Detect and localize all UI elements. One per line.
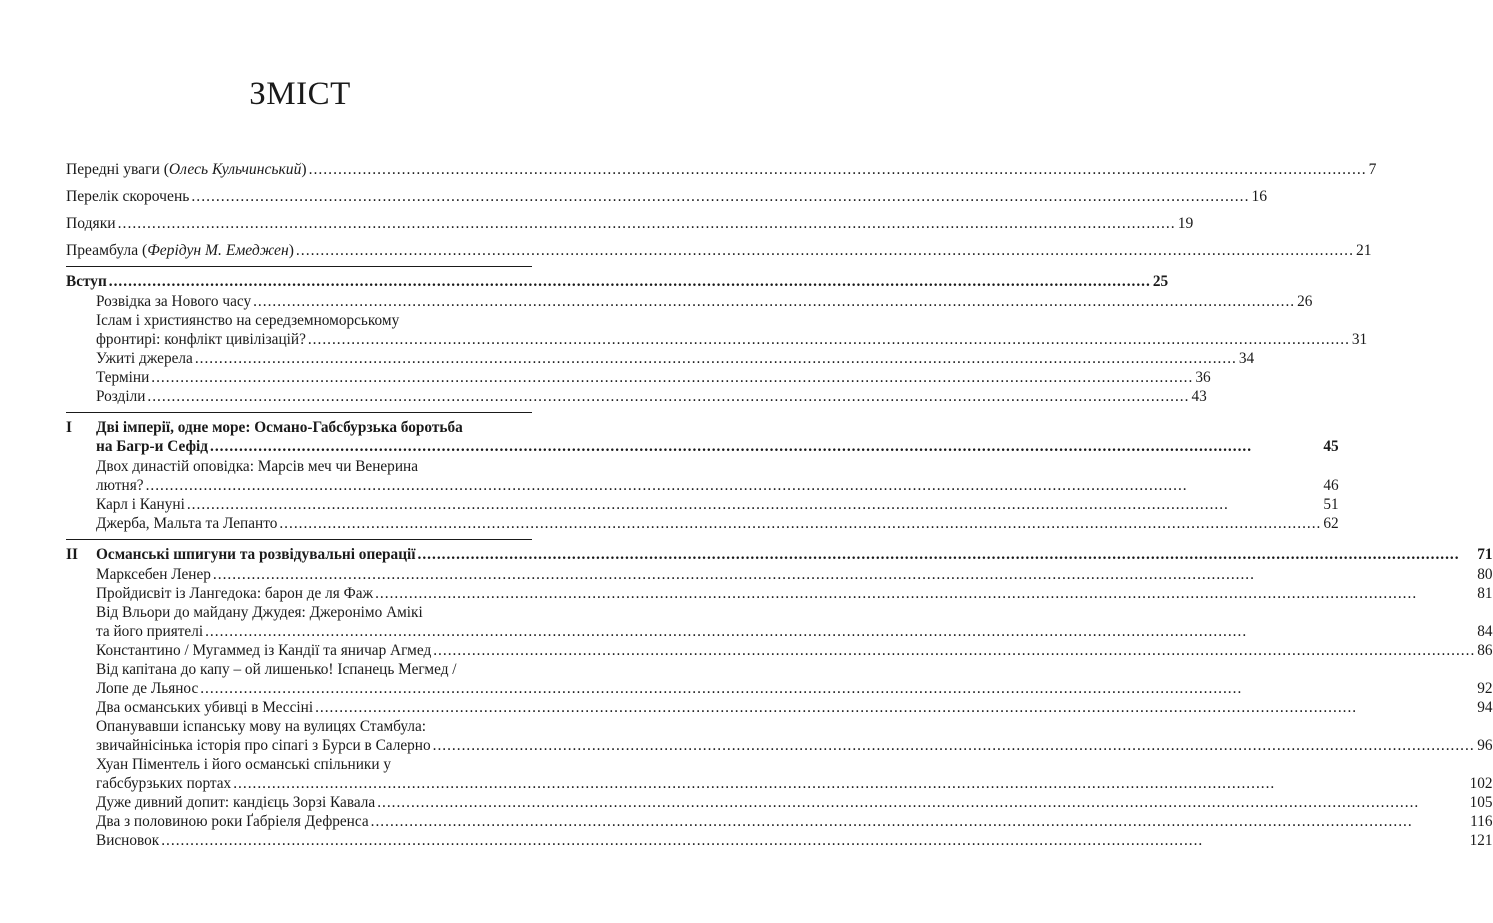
front-matter [66, 160, 1377, 260]
toc-subentry-line: Хуан Піментель і його османські спільники у [96, 756, 392, 773]
toc-subentry[interactable] [96, 698, 1493, 717]
toc-subentry[interactable] [96, 387, 1207, 406]
dot-leader [161, 831, 1467, 850]
toc-part-heading-last [96, 545, 1493, 564]
toc-page-number: 34 [1238, 350, 1255, 367]
toc-subentry[interactable] [96, 565, 1493, 584]
toc-page-number: 25 [1152, 273, 1169, 290]
toc-page-number: 96 [1477, 737, 1493, 754]
toc-subentries [96, 565, 1493, 850]
dot-leader [375, 584, 1475, 603]
toc-subentries [96, 457, 1339, 533]
toc-section-heading[interactable] [66, 272, 1169, 291]
toc-page-number: 7 [1368, 161, 1377, 178]
toc-part-heading[interactable] [96, 545, 1493, 564]
toc-page-number: 84 [1477, 623, 1493, 640]
toc-entry-title: Терміни [96, 369, 150, 386]
toc-page-number: 80 [1477, 566, 1493, 583]
toc-subentry[interactable] [96, 368, 1211, 387]
dot-leader [146, 476, 1322, 495]
toc-subentry[interactable] [96, 812, 1493, 831]
dot-leader [187, 495, 1322, 514]
toc-subentry[interactable] [96, 584, 1493, 603]
toc-page-number: 43 [1191, 388, 1207, 405]
dot-leader [418, 545, 1476, 564]
toc-entry-author: Ферідун М. Емеджен [147, 242, 289, 259]
dot-leader [433, 641, 1475, 660]
toc-entry-title: Марксебен Ленер [96, 566, 211, 583]
toc-entry-title: Передні уваги (Олесь Кульчинський) [66, 161, 307, 178]
dot-leader [433, 736, 1476, 755]
toc-subentry[interactable] [96, 793, 1493, 812]
table-of-contents [66, 160, 1493, 853]
page-title: ЗМІСТ [249, 76, 351, 112]
dot-leader [205, 622, 1475, 641]
dot-leader [195, 349, 1237, 368]
toc-entry-title: Османські шпигуни та розвідувальні операції [96, 546, 416, 563]
part-number: I [66, 419, 72, 436]
toc-entry-title: Преамбула (Ферідун М. Емеджен) [66, 242, 294, 259]
dot-leader [253, 292, 1295, 311]
toc-subentry[interactable] [96, 349, 1255, 368]
toc-subentry[interactable] [96, 641, 1493, 660]
toc-part-heading[interactable] [96, 418, 1339, 456]
toc-page-number: 81 [1477, 585, 1493, 602]
toc-entry[interactable] [66, 187, 1268, 206]
toc-entry-title: Подяки [66, 215, 116, 232]
toc-entry-author: Олесь Кульчинський [168, 161, 302, 178]
toc-page-number: 19 [1177, 215, 1194, 232]
toc-subentry[interactable] [96, 774, 1493, 793]
toc-subentry-line: Двох династій оповідка: Марсів меч чи Венерина [96, 458, 418, 475]
toc-subentry-line: Від Вльори до майдану Джудея: Джеронімо Амікі [96, 604, 423, 621]
toc-subentry[interactable] [96, 330, 1368, 349]
dot-leader [296, 241, 1354, 260]
toc-part-heading-last [96, 437, 1339, 456]
dot-leader [377, 793, 1467, 812]
toc-subentry-line: Від капітана до капу – ой лишенько! Іспанець Мегмед / [96, 661, 457, 678]
toc-subentry-line: Опанувавши іспанську мову на вулицях Стамбула: [96, 718, 427, 735]
toc-entry-title: Константино / Мугаммед із Кандії та яничар Агмед [96, 642, 432, 659]
toc-page-number: 86 [1477, 642, 1493, 659]
dot-leader [213, 565, 1475, 584]
toc-subentry[interactable] [96, 679, 1493, 698]
toc-section-intro [66, 266, 1368, 409]
toc-entry-title: Розвідка за Нового часу [96, 293, 252, 310]
toc-entry-title: лютня? [96, 477, 144, 494]
toc-subentry[interactable] [96, 831, 1493, 850]
dot-leader [147, 387, 1189, 406]
dot-leader [210, 437, 1321, 456]
part-number: II [66, 546, 78, 563]
toc-part-heading-line: Дві імперії, одне море: Османо-Габсбурзька боротьба [96, 419, 463, 436]
toc-entry-title: габсбурзьких портах [96, 775, 232, 792]
toc-subentries [96, 292, 1368, 406]
toc-entry-title: Вступ [66, 273, 107, 290]
toc-subentry[interactable] [96, 495, 1339, 514]
toc-part-2 [66, 539, 1493, 853]
toc-subentry[interactable] [96, 514, 1339, 533]
toc-entry-title: Лопе де Льянос [96, 680, 199, 697]
dot-leader [315, 698, 1475, 717]
toc-page-number: 71 [1477, 546, 1493, 563]
toc-entry-title: Джерба, Мальта та Лепанто [96, 515, 278, 532]
dot-leader [109, 272, 1151, 291]
toc-entry-title: Пройдисвіт із Лангедока: барон де ля Фаж [96, 585, 374, 602]
toc-entry[interactable] [66, 160, 1377, 179]
toc-page-number: 26 [1297, 293, 1313, 310]
toc-page-number: 16 [1251, 188, 1268, 205]
dot-leader [309, 160, 1367, 179]
toc-page-number: 105 [1469, 794, 1493, 811]
dot-leader [118, 214, 1176, 233]
toc-entry-title: Висновок [96, 832, 160, 849]
toc-entry-title: та його приятелі [96, 623, 204, 640]
toc-entry-title: фронтирі: конфлікт цивілізацій? [96, 331, 306, 348]
dot-leader [200, 679, 1475, 698]
dot-leader [308, 330, 1350, 349]
toc-page-number: 21 [1355, 242, 1372, 259]
toc-entry[interactable] [66, 241, 1372, 260]
toc-entry[interactable] [66, 214, 1194, 233]
toc-entry-title: на Багр-и Сефід [96, 438, 209, 455]
toc-page-number: 36 [1195, 369, 1211, 386]
toc-page-number: 46 [1323, 477, 1339, 494]
dot-leader [191, 187, 1249, 206]
toc-page-number: 121 [1469, 832, 1493, 849]
dot-leader [233, 774, 1467, 793]
toc-subentry[interactable] [96, 736, 1493, 755]
dot-leader [279, 514, 1321, 533]
toc-entry-title: Ужиті джерела [96, 350, 193, 367]
toc-entry-title: Два з половиною роки Ґабріеля Дефренса [96, 813, 369, 830]
toc-page-number: 62 [1323, 515, 1339, 532]
toc-entry-title: Перелік скорочень [66, 188, 190, 205]
toc-page-number: 51 [1323, 496, 1339, 513]
toc-page-number: 45 [1323, 438, 1339, 455]
toc-entry-title: Карл і Кануні [96, 496, 185, 513]
toc-entry-title: Дуже дивний допит: кандієць Зорзі Кавала [96, 794, 376, 811]
toc-subentry[interactable] [96, 292, 1313, 311]
toc-subentry[interactable] [96, 622, 1493, 641]
toc-part-1 [66, 412, 1339, 536]
toc-subentry[interactable] [96, 476, 1339, 495]
toc-page-number: 94 [1477, 699, 1493, 716]
dot-leader [371, 812, 1469, 831]
toc-entry-title: звичайнісінька історія про сіпагі з Бурси в Салерно [96, 737, 431, 754]
toc-page-number: 92 [1477, 680, 1493, 697]
toc-entry-title: Два османських убивці в Мессіні [96, 699, 314, 716]
toc-page-number: 31 [1351, 331, 1368, 348]
toc-page-number: 102 [1469, 775, 1493, 792]
toc-page-number: 116 [1470, 813, 1493, 830]
dot-leader [151, 368, 1193, 387]
toc-subentry-line: Іслам і християнство на середземноморському [96, 312, 400, 329]
toc-entry-title: Розділи [96, 388, 146, 405]
